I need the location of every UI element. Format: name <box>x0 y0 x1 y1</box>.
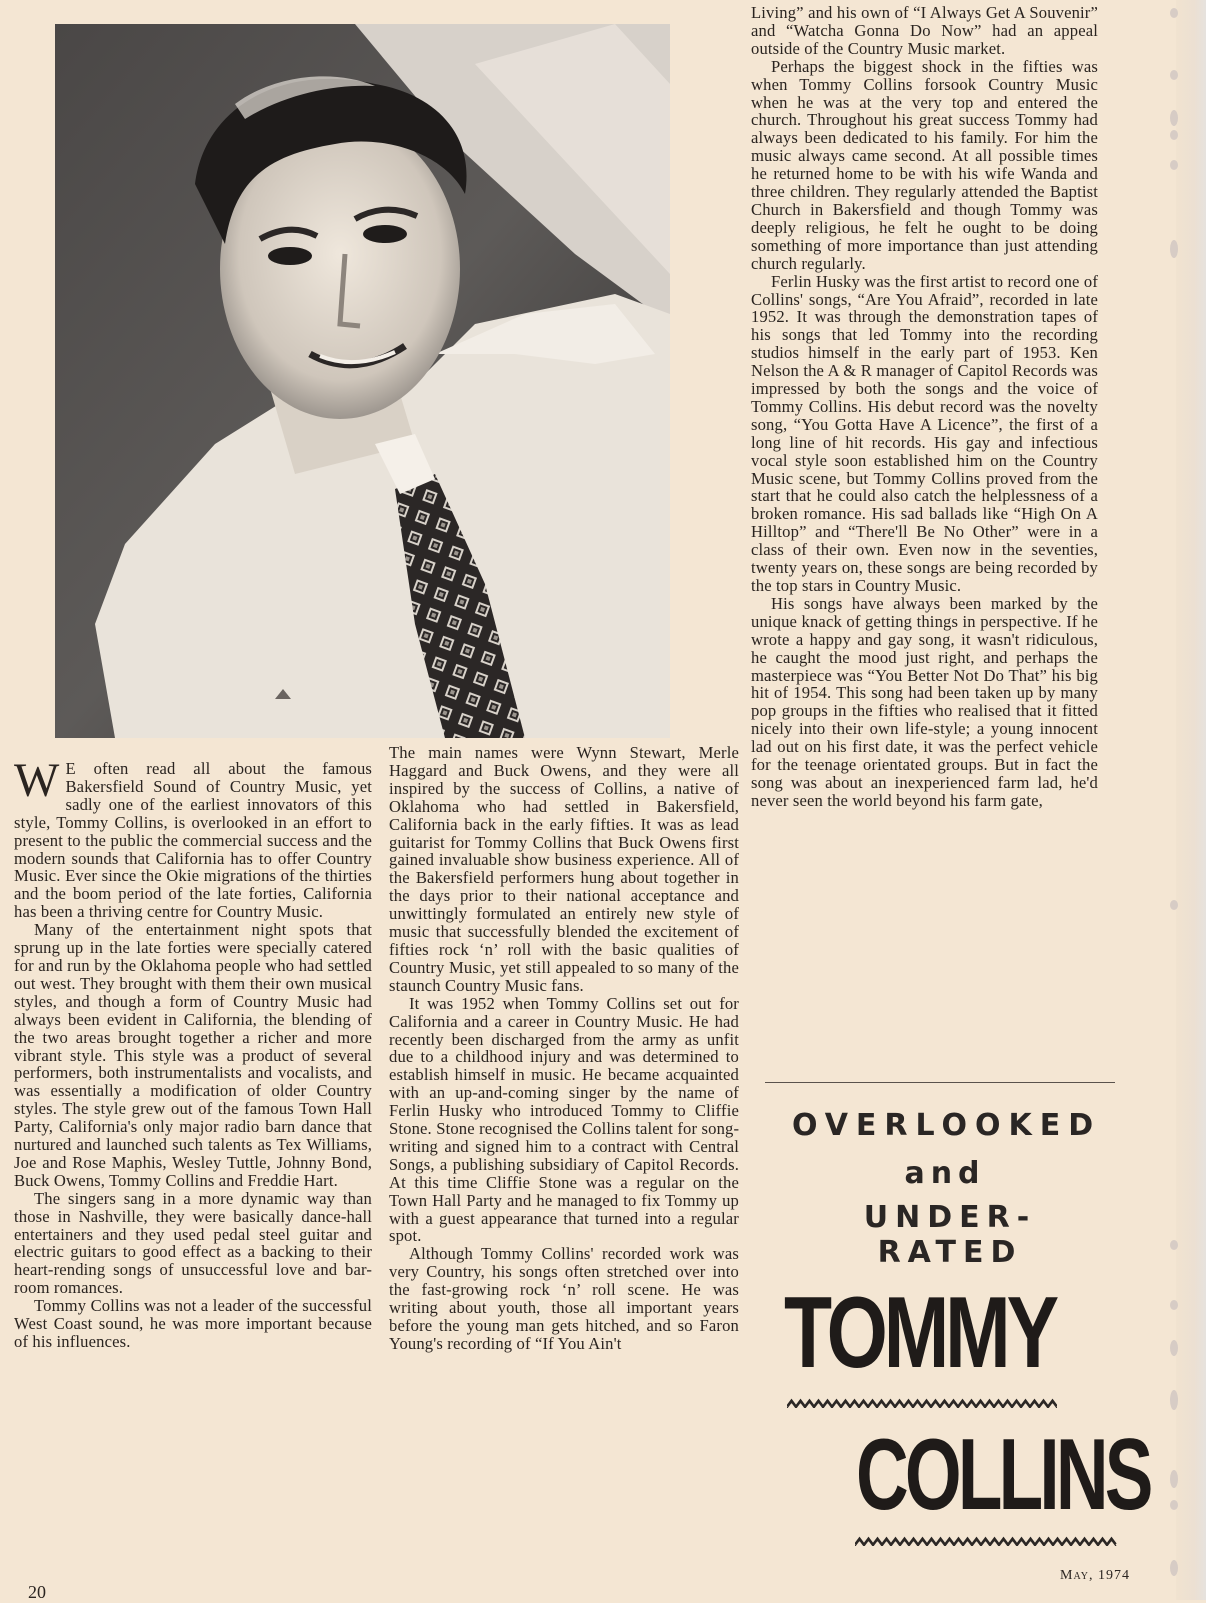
article-column-1 <box>14 754 372 1351</box>
edge-specks <box>1170 0 1184 1600</box>
drop-cap: W <box>14 754 60 807</box>
zigzag-rule-icon <box>855 1536 1117 1546</box>
article-paragraph: His songs have always been marked by the unique knack of getting things in perspective. If he wrote a happy and gay song, it wasn't ridiculous, he caught the mood just right, and perhaps the masterpiece was “You Better Not Do That” his big hit of 1954. This song had been taken up by many pop groups in the fifties who realised that it fitted nicely into their own life-style; a young innocent lad out on his first date, it was the perfect vehicle for the teenage orientated groups. But in fact the song was about an inexperienced farm lad, he'd never seen the world beyond his farm gate, <box>751 593 1098 810</box>
page-number: 20 <box>28 1582 46 1602</box>
headline-name-last: COLLINS <box>856 1418 1150 1532</box>
zigzag-rule-icon <box>787 1398 1057 1408</box>
article-paragraph: Ferlin Husky was the first artist to record one of Collins' songs, “Are You Afraid”, recorded in late 1952. It was through the demonstration tapes of his songs that led Tommy into the recording studios himself in the early part of 1953. Ken Nelson the A & R manager of Capitol Records was impressed by both the songs and the voice of Tommy Collins. His debut record was the novelty song, “You Gotta Have A Licence”, the first of a long line of hit records. His gay and infectious vocal style soon established him on the Country Music scene, but Tommy Collins proved from the start that he could also catch the helplessness of a broken romance. His sad ballads like “High On A Hilltop” and “There'll Be No Other” were in a class of their own. Even now in the seventies, twenty years on, these songs are being recorded by the top stars in Country Music. <box>751 271 1098 595</box>
section-divider <box>765 1082 1115 1083</box>
headline-under-rated: UNDER-RATED <box>863 1200 1037 1270</box>
article-paragraph: Living” and his own of “I Always Get A Souvenir” and “Watcha Gonna Do Now” had an appeal outside of the Country Music market. <box>751 3 1098 58</box>
article-paragraph: Perhaps the biggest shock in the fifties was when Tommy Collins forsook Country Music when he was at the very top and entered the church. Throughout his great success Tommy had always been dedicated to his family. For him the music always came second. At all possible times he returned home to be with his wife Wanda and three children. They regularly attended the Baptist Church in Bakersfield and though Tommy was deeply religious, he felt he ought to be doing something of more importance than just attending church regularly. <box>751 56 1098 273</box>
article-column-3 <box>751 4 1098 810</box>
issue-date: May, 1974 <box>1060 1568 1130 1583</box>
article-paragraph: Although Tommy Collins' recorded work was very Country, his songs often stretched over into the fast-growing rock ‘n’ roll scene. He was writing about youth, those all important years before the young man gets hitched, and so Faron Young's recording of “If You Ain't <box>389 1244 739 1353</box>
article-paragraph <box>14 754 372 922</box>
article-paragraph: The main names were Wynn Stewart, Merle Haggard and Buck Owens, and they were all inspired by the success of Collins, a native of Oklahoma who had settled in Bakersfield, California back in the early fifties. It was as lead guitarist for Tommy Collins that Buck Owens first gained invaluable show business experience. All of the Bakersfield performers hung about together in the days prior to their national acceptance and unwittingly formulated an entirely new style of music that successfully blended the excitement of fifties rock ‘n’ roll with the basic qualities of Country Music, yet still appealed to so many of the staunch Country Music fans. <box>389 743 739 995</box>
headline-overlooked: OVERLOOKED <box>792 1108 1102 1143</box>
portrait-photo <box>55 24 670 738</box>
portrait-image <box>55 24 670 738</box>
article-paragraph: Many of the entertainment night spots that sprung up in the late forties were specially catered for and run by the Oklahoma people who had settled out west. They brought with them their own musical styles, and though a form of Country Music had always been evident in California, the blending of the two areas brought together a richer and more vibrant style. This style was a product of several performers, both instrumentalists and vocalists, and was essentially a modification of older Country styles. The style grew out of the famous Town Hall Party, California's only major radio barn dance that nurtured and launched such talents as Tex Williams, Joe and Rose Maphis, Wesley Tuttle, Johnny Bond, Buck Owens, Tommy Collins and Freddie Hart. <box>14 920 372 1190</box>
paragraph-text: E often read all about the famous Bakersfield Sound of Country Music, yet sadly one of the earliest innovators of this style, Tommy Collins, is overlooked in an effort to present to the public the commercial success and the modern sounds that California has to offer Country Music. Ever since the Okie migrations of the thirties and the boom period of the late forties, California has been a thriving centre for Country Music. <box>14 759 372 922</box>
headline-name-first: TOMMY <box>784 1276 1056 1390</box>
article-column-2 <box>389 744 739 1353</box>
headline-and: and <box>904 1156 986 1191</box>
article-paragraph: It was 1952 when Tommy Collins set out for California and a career in Country Music. He had recently been discharged from the army as unfit due to a childhood injury and was determined to establish himself in music. He became acquainted with an up-and-coming singer by the name of Ferlin Husky who introduced Tommy to Cliffie Stone. Stone recognised the Collins talent for songwriting and signed him to a contract with Central Songs, a publishing subsidiary of Capitol Records. At this time Cliffie Stone was a regular on the Town Hall Party and he managed to fix Tommy up with a guest appearance that turned into a regular spot. <box>389 993 739 1246</box>
article-paragraph: The singers sang in a more dynamic way than those in Nashville, they were basically dance-hall entertainers and they used pedal steel guitar and electric guitars to good effect as a backing to their heart-rending songs of unsuccessful love and bar-room romances. <box>14 1188 372 1298</box>
article-paragraph: Tommy Collins was not a leader of the successful West Coast sound, he was more important because of his influences. <box>14 1296 372 1351</box>
